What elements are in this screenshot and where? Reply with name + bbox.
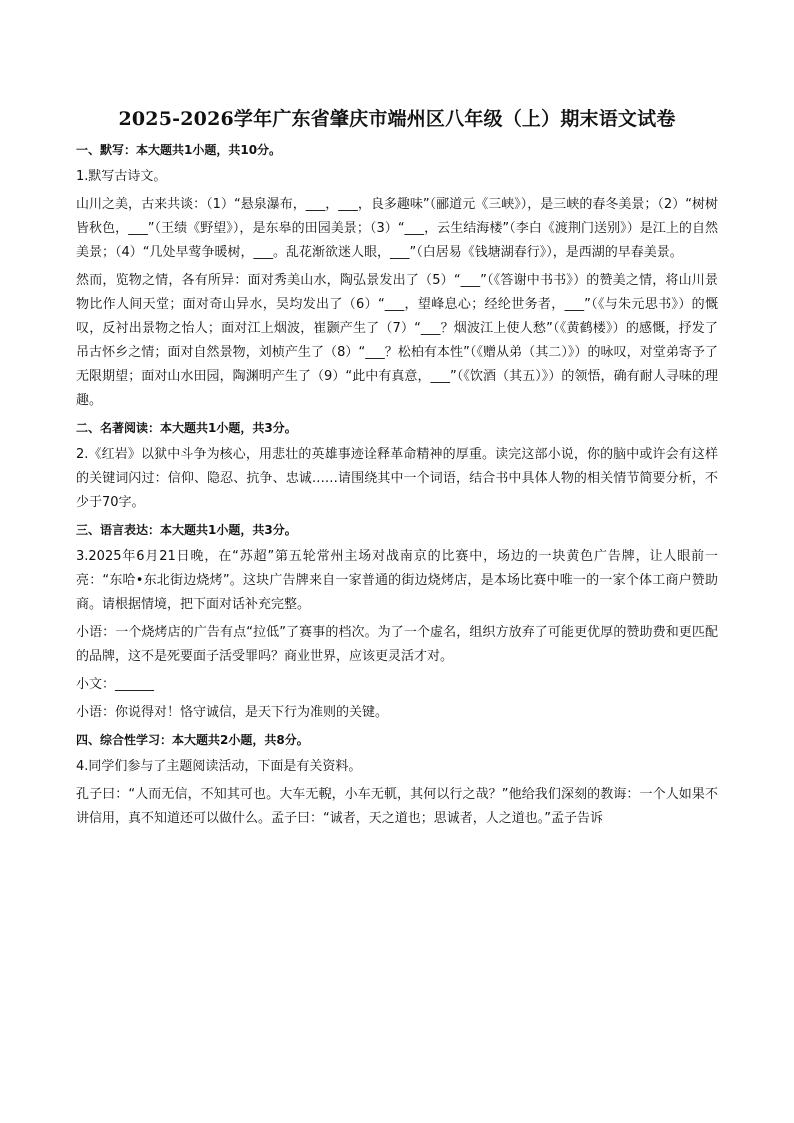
section-1	[76, 139, 718, 413]
question-text: 2.《红岩》以狱中斗争为核心，用悲壮的英雄事迹诠释革命精神的厚重。读完这部小说，你的脑中或许会有这样的关键词闪过：信仰、隐忍、抗争、忠诚……请围绕其中一个词语，结合书中具体人物的相关情节简要分析，不少于70字。	[76, 447, 718, 510]
question-text: 山川之美，古来共谈：（1）“悬泉瀑布，___，___，良多趣味”（郦道元《三峡》），是三峡的春冬美景；（2）“树树皆秋色，___”（王绩《野望》），是东皋的田园美景；（3）“___，云生结海楼”（李白《渡荆门送别》）是江上的自然美景；（4）“几处早莺争暖树，___。乱花渐欲迷人眼，___”（白居易《钱塘湖春行》），是西湖的早春美景。	[76, 197, 718, 260]
question-text: 3.2025年6月21日晚，在“苏超”第五轮常州主场对战南京的比赛中，场边的一块黄色广告牌，让人眼前一亮：“东哈•东北街边烧烤”。这块广告牌来自一家普通的街边烧烤店，是本场比赛中唯一的一家个体工商户赞助商。请根据情境，把下面对话补充完整。	[76, 549, 718, 612]
section-heading: 四、综合性学习：本大题共2小题，共8分。	[76, 733, 309, 747]
dialogue-line: 小语：你说得对！恪守诚信，是天下行为准则的关键。	[76, 705, 389, 720]
question-text: 1.默写古诗文。	[76, 169, 167, 184]
question-text: 4.同学们参与了主题阅读活动，下面是有关资料。	[76, 759, 362, 774]
dialogue-line: 小语：一个烧烤店的广告有点“拉低”了赛事的档次。为了一个虚名，组织方放弃了可能更优厚的赞助费和更匹配的品牌，这不是死要面子活受罪吗？商业世界，应该更灵活才对。	[76, 625, 718, 664]
section-heading: 三、语言表达：本大题共1小题，共3分。	[76, 523, 297, 537]
section-2	[76, 417, 718, 515]
section-4	[76, 729, 718, 831]
dialogue-line: 小文：______	[76, 677, 155, 692]
page-title: 2025-2026学年广东省肇庆市端州区八年级（上）期末语文试卷	[118, 108, 676, 130]
section-3	[76, 519, 718, 725]
section-heading: 一、默写：本大题共1小题，共10分。	[76, 143, 282, 157]
section-heading: 二、名著阅读：本大题共1小题，共3分。	[76, 421, 297, 435]
question-text: 孔子曰：“人而无信，不知其可也。大车无輗，小车无軏，其何以行之哉？”他给我们深刻的教诲：一个人如果不讲信用，真不知道还可以做什么。孟子曰：“诚者，天之道也；思诚者，人之道也。”孟子告诉	[76, 787, 718, 826]
question-text: 然而，览物之情，各有所异：面对秀美山水，陶弘景发出了（5）“___”（《答谢中书书》）的赞美之情，将山川景物比作人间天堂；面对奇山异水，吴均发出了（6）“___，望峰息心；经纶世务者，___”（《与朱元思书》）的慨叹，反衬出景物之怡人；面对江上烟波，崔颢产生了（7）“___？烟波江上使人愁”（《黄鹤楼》）的感慨，抒发了吊古怀乡之情；面对自然景物，刘桢产生了（8）“___？松柏有本性”（《赠从弟（其二）》）的咏叹，对堂弟寄予了无限期望；面对山水田园，陶渊明产生了（9）“此中有真意，___”（《饮酒（其五）》）的领悟，确有耐人寻味的理趣。	[76, 273, 718, 408]
